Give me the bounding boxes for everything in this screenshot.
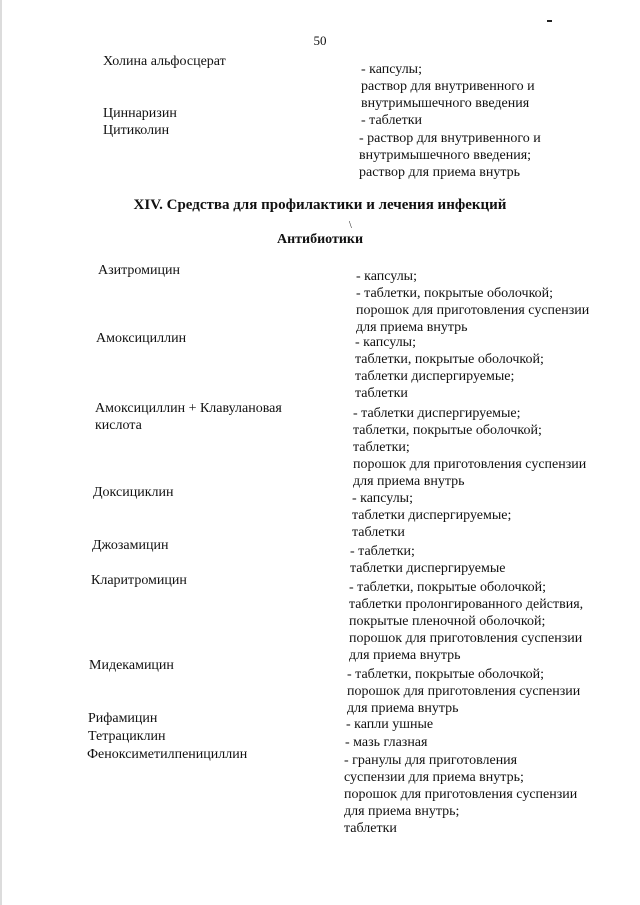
drug-name: Доксициклин	[93, 485, 174, 500]
drug-name: Феноксиметилпенициллин	[87, 747, 248, 762]
drug-name: Мидекамицин	[89, 658, 174, 673]
drug-name: Амоксициллин + Клавулановая кислота	[95, 401, 282, 433]
drug-forms: - таблетки, покрытые оболочкой; порошок для приготовления суспензии для приема внутрь	[347, 667, 581, 716]
scan-mark	[547, 20, 552, 22]
drug-forms: - капсулы; раствор для внутривенного и внутримышечного введения	[361, 62, 535, 111]
drug-forms: - капли ушные	[346, 717, 434, 732]
drug-name: Азитромицин	[98, 263, 180, 278]
drug-name: Тетрациклин	[88, 729, 166, 744]
drug-forms: - капсулы; - таблетки, покрытые оболочкой; порошок для приготовления суспензии для приема внутрь	[356, 269, 590, 335]
scan-tick: \	[349, 220, 352, 231]
drug-name: Кларитромицин	[91, 573, 187, 588]
drug-forms: - таблетки диспергируемые; таблетки, покрытые оболочкой; таблетки; порошок для приготовления суспензии для приема внутрь	[353, 406, 587, 489]
drug-name: Циннаризин	[103, 106, 177, 121]
drug-forms: - капсулы; таблетки диспергируемые; таблетки	[352, 491, 512, 540]
subsection-title: Антибиотики	[276, 232, 364, 247]
drug-name: Джозамицин	[92, 538, 169, 553]
page-number: 50	[313, 33, 327, 48]
drug-forms: - таблетки, покрытые оболочкой; таблетки пролонгированного действия, покрытые пленочной оболочкой; порошок для приготовления суспензии для приема внутрь	[349, 580, 584, 663]
drug-name: Рифамицин	[88, 711, 158, 726]
drug-forms: - раствор для внутривенного и внутримышечного введения; раствор для приема внутрь	[359, 131, 541, 180]
drug-name: Холина альфосцерат	[103, 54, 226, 69]
section-title: XIV. Средства для профилактики и лечения инфекций	[133, 197, 507, 213]
drug-forms: - гранулы для приготовления суспензии для приема внутрь; порошок для приготовления суспензии для приема внутрь; таблетки	[344, 753, 578, 836]
scan-edge	[0, 0, 2, 905]
drug-forms: - мазь глазная	[345, 735, 428, 750]
drug-forms: - капсулы; таблетки, покрытые оболочкой; таблетки диспергируемые; таблетки	[355, 335, 544, 401]
drug-name: Цитиколин	[103, 123, 170, 138]
drug-name: Амоксициллин	[96, 331, 187, 346]
drug-forms: - таблетки; таблетки диспергируемые	[350, 544, 506, 576]
drug-forms: - таблетки	[361, 113, 423, 128]
